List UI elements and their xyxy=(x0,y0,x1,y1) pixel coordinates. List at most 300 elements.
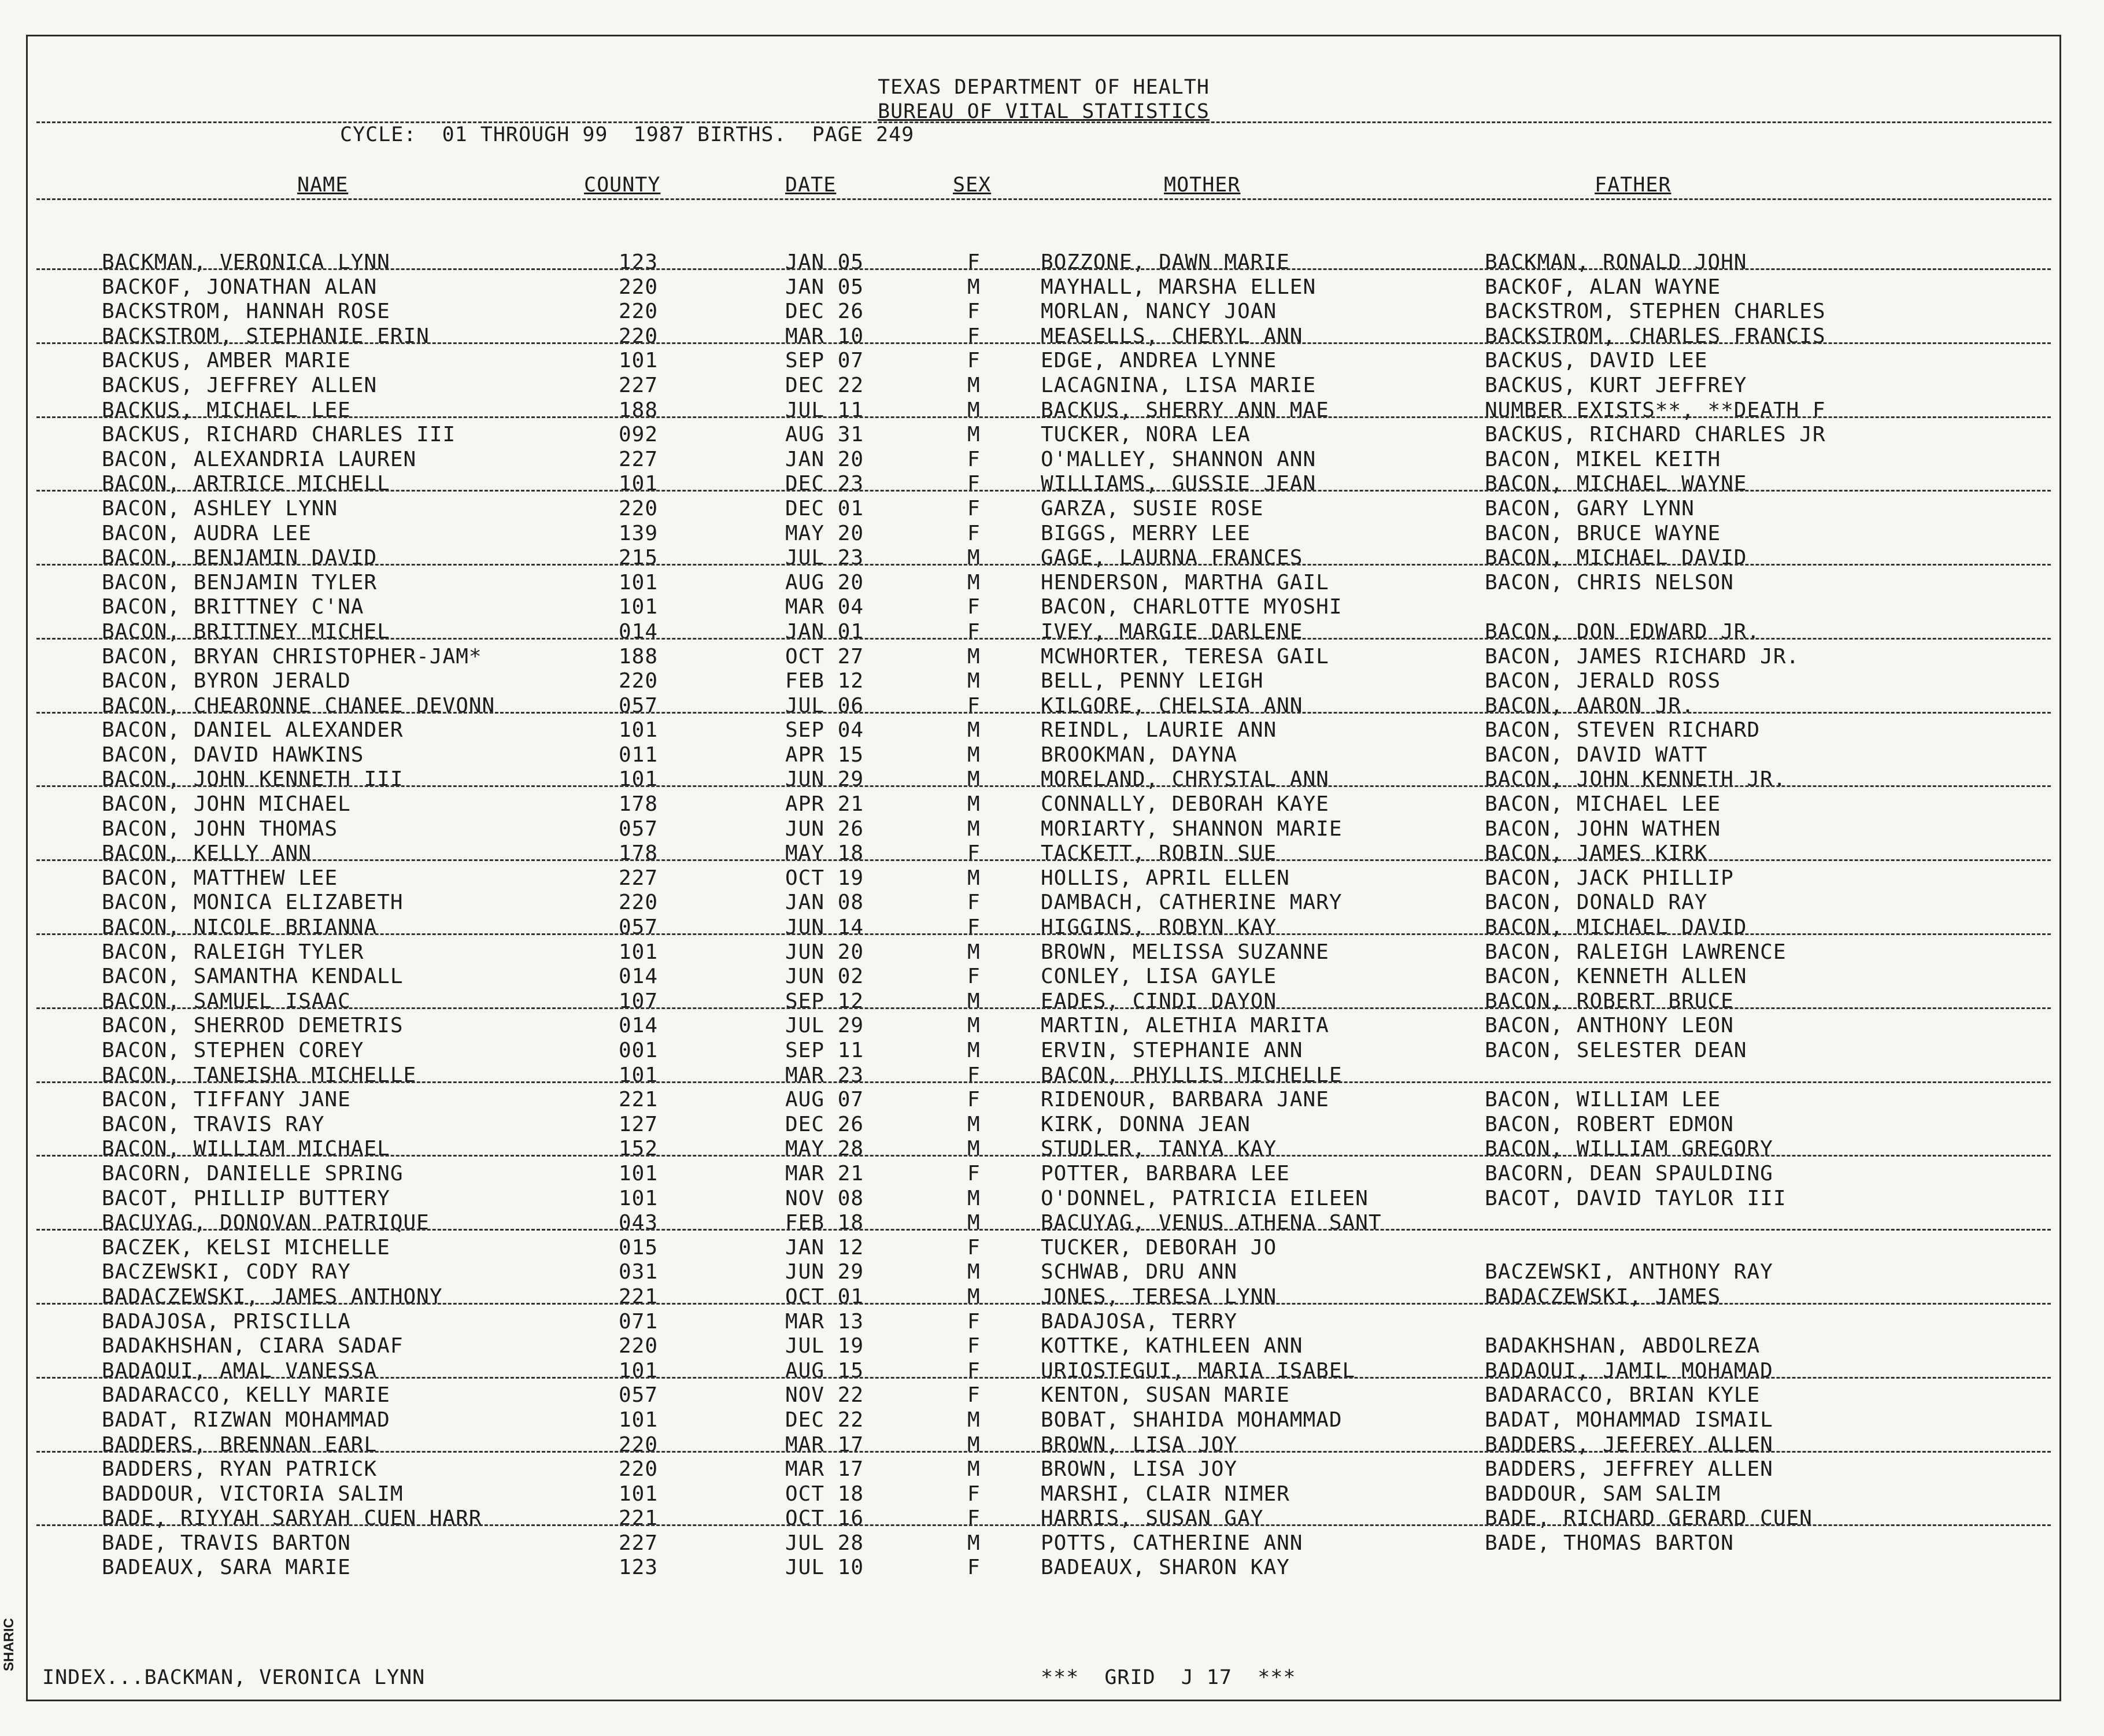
record-date: DEC 01 xyxy=(785,496,864,520)
record-name: BACON, BRITTNEY C'NA xyxy=(102,595,364,619)
record-name: BADDOUR, VICTORIA SALIM xyxy=(102,1482,404,1506)
record-county: 227 xyxy=(619,373,659,397)
record-county: 101 xyxy=(619,1186,659,1210)
record-sex: F xyxy=(967,1334,981,1358)
record-father: BADARACCO, BRIAN KYLE xyxy=(1485,1383,1761,1408)
record-county: 220 xyxy=(619,1432,659,1457)
header-subtitle: BUREAU OF VITAL STATISTICS xyxy=(878,100,1210,123)
record-row xyxy=(28,620,2059,645)
record-county: 227 xyxy=(619,1531,659,1555)
record-father: BACON, DON EDWARD JR. xyxy=(1485,619,1761,644)
record-row xyxy=(28,1556,2059,1580)
record-sex: M xyxy=(967,1014,981,1038)
record-county: 215 xyxy=(619,546,659,570)
record-row xyxy=(28,792,2059,817)
record-sex: M xyxy=(967,423,981,447)
record-row xyxy=(28,1408,2059,1433)
record-name: BACON, SAMUEL ISAAC xyxy=(102,989,351,1013)
record-name: BADARACCO, KELLY MARIE xyxy=(102,1383,390,1408)
record-sex: M xyxy=(967,718,981,743)
record-county: 152 xyxy=(619,1137,659,1161)
record-date: JUL 23 xyxy=(785,546,864,570)
record-sex: F xyxy=(967,349,981,373)
record-name: BACON, CHEARONNE CHANEE DEVONN xyxy=(102,693,496,718)
record-date: DEC 26 xyxy=(785,300,864,324)
record-father: BACON, DAVID WATT xyxy=(1485,743,1708,767)
record-father: BACORN, DEAN SPAULDING xyxy=(1485,1161,1773,1185)
record-row xyxy=(28,1359,2059,1384)
record-father: BACON, MICHAEL DAVID xyxy=(1485,546,1747,570)
record-sex: F xyxy=(967,1482,981,1506)
record-mother: KOTTKE, KATHLEEN ANN xyxy=(1041,1334,1303,1358)
record-row xyxy=(28,448,2059,472)
record-name: BACON, ASHLEY LYNN xyxy=(102,496,338,520)
record-father: BACON, MICHAEL WAYNE xyxy=(1485,472,1747,496)
record-mother: SCHWAB, DRU ANN xyxy=(1041,1260,1238,1284)
record-father: NUMBER EXISTS**, **DEATH F xyxy=(1485,398,1826,422)
record-father: BACON, JAMES KIRK xyxy=(1485,841,1708,866)
record-name: BACON, TRAVIS RAY xyxy=(102,1112,325,1136)
footer-index: INDEX...BACKMAN, VERONICA LYNN xyxy=(42,1666,426,1689)
record-sex: F xyxy=(967,891,981,915)
record-mother: BROOKMAN, DAYNA xyxy=(1041,743,1238,767)
record-county: 107 xyxy=(619,989,659,1013)
record-row xyxy=(28,965,2059,989)
record-father: BACON, JAMES RICHARD JR. xyxy=(1485,644,1800,668)
record-row xyxy=(28,1285,2059,1310)
record-mother: BOBAT, SHAHIDA MOHAMMAD xyxy=(1041,1408,1343,1432)
record-sex: M xyxy=(967,1186,981,1210)
record-name: BACOT, PHILLIP BUTTERY xyxy=(102,1186,390,1210)
record-name: BACON, WILLIAM MICHAEL xyxy=(102,1137,390,1161)
record-date: MAR 04 xyxy=(785,595,864,619)
record-row xyxy=(28,1113,2059,1137)
record-name: BADAKHSHAN, CIARA SADAF xyxy=(102,1334,404,1358)
col-name: NAME xyxy=(297,173,349,197)
record-name: BADAT, RIZWAN MOHAMMAD xyxy=(102,1408,390,1432)
record-date: JUN 02 xyxy=(785,965,864,989)
record-date: MAY 18 xyxy=(785,841,864,866)
record-sex: M xyxy=(967,1260,981,1284)
record-row xyxy=(28,1088,2059,1113)
record-sex: F xyxy=(967,1235,981,1259)
record-mother: BOZZONE, DAWN MARIE xyxy=(1041,250,1290,274)
record-date: SEP 11 xyxy=(785,1039,864,1062)
record-date: JUL 06 xyxy=(785,693,864,718)
record-mother: KENTON, SUSAN MARIE xyxy=(1041,1383,1290,1408)
record-mother: KIRK, DONNA JEAN xyxy=(1041,1112,1251,1136)
record-mother: O'DONNEL, PATRICIA EILEEN xyxy=(1041,1186,1369,1210)
record-row xyxy=(28,694,2059,719)
record-father: BACKUS, KURT JEFFREY xyxy=(1485,373,1747,397)
record-row xyxy=(28,841,2059,866)
record-mother: BACKUS, SHERRY ANN MAE xyxy=(1041,398,1329,422)
records-list xyxy=(28,250,2059,1580)
record-date: OCT 01 xyxy=(785,1284,864,1309)
record-county: 101 xyxy=(619,1358,659,1383)
record-sex: M xyxy=(967,940,981,964)
record-row xyxy=(28,1137,2059,1162)
record-name: BACON, MONICA ELIZABETH xyxy=(102,891,404,915)
record-mother: CONNALLY, DEBORAH KAYE xyxy=(1041,792,1329,817)
record-sex: M xyxy=(967,669,981,693)
record-date: MAR 10 xyxy=(785,324,864,348)
record-father: BADAKHSHAN, ABDOLREZA xyxy=(1485,1334,1761,1358)
record-name: BADAJOSA, PRISCILLA xyxy=(102,1309,351,1334)
record-date: OCT 16 xyxy=(785,1506,864,1531)
record-mother: MAYHALL, MARSHA ELLEN xyxy=(1041,275,1317,299)
record-sex: F xyxy=(967,1309,981,1334)
record-sex: F xyxy=(967,841,981,866)
record-father: BACKSTROM, CHARLES FRANCIS xyxy=(1485,324,1826,348)
record-mother: REINDL, LAURIE ANN xyxy=(1041,718,1277,743)
record-date: JUN 20 xyxy=(785,940,864,964)
record-date: MAR 17 xyxy=(785,1457,864,1482)
record-row xyxy=(28,669,2059,694)
record-sex: M xyxy=(967,398,981,422)
record-row xyxy=(28,522,2059,546)
record-name: BACON, NICOLE BRIANNA xyxy=(102,915,378,940)
record-row xyxy=(28,497,2059,522)
record-row xyxy=(28,1310,2059,1335)
record-row xyxy=(28,1162,2059,1187)
col-county: COUNTY xyxy=(584,173,661,197)
record-county: 101 xyxy=(619,570,659,594)
record-row xyxy=(28,1433,2059,1458)
record-county: 101 xyxy=(619,1482,659,1506)
record-county: 220 xyxy=(619,496,659,520)
record-row xyxy=(28,275,2059,300)
record-name: BACON, DAVID HAWKINS xyxy=(102,743,364,767)
record-mother: HOLLIS, APRIL ELLEN xyxy=(1041,866,1290,890)
record-county: 001 xyxy=(619,1039,659,1062)
record-mother: WILLIAMS, GUSSIE JEAN xyxy=(1041,472,1317,496)
record-sex: F xyxy=(967,693,981,718)
record-mother: MORIARTY, SHANNON MARIE xyxy=(1041,817,1343,841)
record-sex: F xyxy=(967,496,981,520)
record-row xyxy=(28,472,2059,497)
record-mother: GARZA, SUSIE ROSE xyxy=(1041,496,1264,520)
record-date: DEC 22 xyxy=(785,373,864,397)
record-name: BACKUS, RICHARD CHARLES III xyxy=(102,423,456,447)
record-row xyxy=(28,767,2059,792)
col-father: FATHER xyxy=(1595,173,1672,197)
record-row xyxy=(28,423,2059,448)
record-row xyxy=(28,1334,2059,1359)
record-county: 057 xyxy=(619,693,659,718)
record-name: BACON, TIFFANY JANE xyxy=(102,1088,351,1112)
record-mother: BROWN, MELISSA SUZANNE xyxy=(1041,940,1329,964)
record-date: JAN 20 xyxy=(785,447,864,471)
record-mother: CONLEY, LISA GAYLE xyxy=(1041,965,1277,989)
record-sex: F xyxy=(967,915,981,940)
record-date: JUN 29 xyxy=(785,1260,864,1284)
record-date: JAN 01 xyxy=(785,619,864,644)
record-father: BACKOF, ALAN WAYNE xyxy=(1485,275,1721,299)
record-mother: TUCKER, DEBORAH JO xyxy=(1041,1235,1277,1259)
cycle-line: CYCLE: 01 THROUGH 99 1987 BIRTHS. PAGE 249 xyxy=(340,123,915,146)
record-father: BACKSTROM, STEPHEN CHARLES xyxy=(1485,300,1826,324)
record-sex: M xyxy=(967,792,981,817)
record-county: 220 xyxy=(619,669,659,693)
record-date: SEP 04 xyxy=(785,718,864,743)
side-label: SHARIC xyxy=(1,1617,17,1671)
record-mother: BACUYAG, VENUS ATHENA SANT xyxy=(1041,1211,1382,1235)
record-name: BADDERS, BRENNAN EARL xyxy=(102,1432,378,1457)
record-name: BACON, BRITTNEY MICHEL xyxy=(102,619,390,644)
record-mother: RIDENOUR, BARBARA JANE xyxy=(1041,1088,1329,1112)
record-sex: M xyxy=(967,866,981,890)
record-sex: F xyxy=(967,1161,981,1185)
record-row xyxy=(28,1211,2059,1236)
record-name: BADE, TRAVIS BARTON xyxy=(102,1531,351,1555)
record-mother: BADAJOSA, TERRY xyxy=(1041,1309,1238,1334)
record-name: BACKSTROM, HANNAH ROSE xyxy=(102,300,390,324)
record-county: 221 xyxy=(619,1088,659,1112)
record-mother: POTTS, CATHERINE ANN xyxy=(1041,1531,1303,1555)
record-row xyxy=(28,595,2059,620)
record-sex: F xyxy=(967,619,981,644)
record-county: 043 xyxy=(619,1211,659,1235)
record-county: 057 xyxy=(619,915,659,940)
record-name: BADACZEWSKI, JAMES ANTHONY xyxy=(102,1284,443,1309)
record-name: BACON, BYRON JERALD xyxy=(102,669,351,693)
record-row xyxy=(28,989,2059,1014)
record-date: JUL 19 xyxy=(785,1334,864,1358)
record-sex: F xyxy=(967,1383,981,1408)
record-row xyxy=(28,349,2059,374)
record-name: BACKUS, JEFFREY ALLEN xyxy=(102,373,378,397)
record-date: JAN 08 xyxy=(785,891,864,915)
record-father: BACON, DONALD RAY xyxy=(1485,891,1708,915)
record-date: MAR 21 xyxy=(785,1161,864,1185)
record-sex: M xyxy=(967,1112,981,1136)
record-date: JUN 26 xyxy=(785,817,864,841)
record-father: BADDOUR, SAM SALIM xyxy=(1485,1482,1721,1506)
record-mother: MORELAND, CHRYSTAL ANN xyxy=(1041,767,1329,792)
record-mother: HIGGINS, ROBYN KAY xyxy=(1041,915,1277,940)
record-name: BADEAUX, SARA MARIE xyxy=(102,1556,351,1580)
record-name: BACON, MATTHEW LEE xyxy=(102,866,338,890)
record-row xyxy=(28,817,2059,842)
record-name: BACKUS, MICHAEL LEE xyxy=(102,398,351,422)
record-sex: M xyxy=(967,1408,981,1432)
record-name: BACON, RALEIGH TYLER xyxy=(102,940,364,964)
record-mother: BACON, PHYLLIS MICHELLE xyxy=(1041,1063,1343,1087)
record-sex: M xyxy=(967,644,981,668)
record-county: 178 xyxy=(619,792,659,817)
record-sex: F xyxy=(967,1556,981,1580)
record-name: BACON, JOHN MICHAEL xyxy=(102,792,351,817)
record-father: BACON, MICHAEL DAVID xyxy=(1485,915,1747,940)
record-name: BACZEWSKI, CODY RAY xyxy=(102,1260,351,1284)
record-sex: M xyxy=(967,1284,981,1309)
record-date: DEC 23 xyxy=(785,472,864,496)
record-row xyxy=(28,1531,2059,1556)
col-date: DATE xyxy=(785,173,837,197)
record-row xyxy=(28,1482,2059,1507)
record-county: 101 xyxy=(619,1161,659,1185)
record-sex: M xyxy=(967,1531,981,1555)
record-date: MAR 23 xyxy=(785,1063,864,1087)
record-father: BACON, KENNETH ALLEN xyxy=(1485,965,1747,989)
record-name: BACON, STEPHEN COREY xyxy=(102,1039,364,1062)
record-mother: MEASELLS, CHERYL ANN xyxy=(1041,324,1303,348)
record-date: AUG 20 xyxy=(785,570,864,594)
record-sex: M xyxy=(967,1211,981,1235)
record-father: BACZEWSKI, ANTHONY RAY xyxy=(1485,1260,1773,1284)
record-county: 092 xyxy=(619,423,659,447)
record-date: JUL 10 xyxy=(785,1556,864,1580)
record-county: 101 xyxy=(619,718,659,743)
record-mother: TUCKER, NORA LEA xyxy=(1041,423,1251,447)
record-date: SEP 07 xyxy=(785,349,864,373)
record-name: BACON, JOHN KENNETH III xyxy=(102,767,404,792)
record-date: MAY 28 xyxy=(785,1137,864,1161)
report-frame xyxy=(26,35,2061,1701)
record-father: BACON, WILLIAM GREGORY xyxy=(1485,1137,1773,1161)
record-sex: M xyxy=(967,767,981,792)
record-row xyxy=(28,1457,2059,1482)
record-name: BACON, KELLY ANN xyxy=(102,841,312,866)
record-county: 220 xyxy=(619,300,659,324)
record-row xyxy=(28,1039,2059,1063)
record-name: BACON, ARTRICE MICHELL xyxy=(102,472,390,496)
record-county: 188 xyxy=(619,644,659,668)
record-row xyxy=(28,300,2059,324)
record-date: FEB 12 xyxy=(785,669,864,693)
record-date: AUG 15 xyxy=(785,1358,864,1383)
record-row xyxy=(28,1383,2059,1408)
record-date: MAY 20 xyxy=(785,521,864,545)
record-father: BACON, MIKEL KEITH xyxy=(1485,447,1721,471)
record-sex: F xyxy=(967,1088,981,1112)
record-county: 123 xyxy=(619,250,659,274)
record-sex: M xyxy=(967,989,981,1013)
record-county: 014 xyxy=(619,1014,659,1038)
record-date: OCT 27 xyxy=(785,644,864,668)
record-row xyxy=(28,546,2059,571)
record-sex: M xyxy=(967,817,981,841)
record-mother: ERVIN, STEPHANIE ANN xyxy=(1041,1039,1303,1062)
record-date: JAN 12 xyxy=(785,1235,864,1259)
record-mother: HARRIS, SUSAN GAY xyxy=(1041,1506,1264,1531)
record-sex: M xyxy=(967,1457,981,1482)
record-father: BACON, JACK PHILLIP xyxy=(1485,866,1734,890)
record-row xyxy=(28,250,2059,275)
rule-header xyxy=(36,198,2051,200)
record-father: BADAOUI, JAMIL MOHAMAD xyxy=(1485,1358,1773,1383)
record-name: BADAOUI, AMAL VANESSA xyxy=(102,1358,378,1383)
record-mother: MARTIN, ALETHIA MARITA xyxy=(1041,1014,1329,1038)
record-name: BACON, TANEISHA MICHELLE xyxy=(102,1063,417,1087)
record-father: BADE, RICHARD GERARD CUEN xyxy=(1485,1506,1813,1531)
record-row xyxy=(28,571,2059,596)
record-sex: F xyxy=(967,521,981,545)
record-name: BACON, SHERROD DEMETRIS xyxy=(102,1014,404,1038)
record-name: BACON, DANIEL ALEXANDER xyxy=(102,718,404,743)
record-county: 014 xyxy=(619,965,659,989)
record-father: BACON, BRUCE WAYNE xyxy=(1485,521,1721,545)
record-row xyxy=(28,374,2059,398)
record-row xyxy=(28,1260,2059,1285)
record-date: APR 15 xyxy=(785,743,864,767)
record-date: JUL 11 xyxy=(785,398,864,422)
record-father: BACON, GARY LYNN xyxy=(1485,496,1695,520)
record-county: 101 xyxy=(619,767,659,792)
record-father: BACON, JOHN KENNETH JR. xyxy=(1485,767,1787,792)
record-county: 220 xyxy=(619,1334,659,1358)
record-name: BACZEK, KELSI MICHELLE xyxy=(102,1235,390,1259)
record-county: 101 xyxy=(619,472,659,496)
record-father: BACON, RALEIGH LAWRENCE xyxy=(1485,940,1787,964)
record-father: BADAT, MOHAMMAD ISMAIL xyxy=(1485,1408,1773,1432)
record-county: 139 xyxy=(619,521,659,545)
record-name: BACUYAG, DONOVAN PATRIQUE xyxy=(102,1211,430,1235)
record-county: 221 xyxy=(619,1284,659,1309)
record-sex: F xyxy=(967,1063,981,1087)
record-mother: MORLAN, NANCY JOAN xyxy=(1041,300,1277,324)
record-father: BACON, WILLIAM LEE xyxy=(1485,1088,1721,1112)
record-date: MAR 13 xyxy=(785,1309,864,1334)
footer-grid: *** GRID J 17 *** xyxy=(1041,1666,1296,1689)
record-mother: MCWHORTER, TERESA GAIL xyxy=(1041,644,1329,668)
record-county: 057 xyxy=(619,817,659,841)
record-row xyxy=(28,1506,2059,1531)
record-sex: F xyxy=(967,250,981,274)
record-county: 220 xyxy=(619,1457,659,1482)
record-date: OCT 19 xyxy=(785,866,864,890)
record-row xyxy=(28,1236,2059,1261)
record-mother: BIGGS, MERRY LEE xyxy=(1041,521,1251,545)
record-mother: TACKETT, ROBIN SUE xyxy=(1041,841,1277,866)
record-sex: M xyxy=(967,373,981,397)
record-county: 057 xyxy=(619,1383,659,1408)
record-date: FEB 18 xyxy=(785,1211,864,1235)
record-sex: F xyxy=(967,1506,981,1531)
record-name: BACON, BENJAMIN DAVID xyxy=(102,546,378,570)
record-county: 221 xyxy=(619,1506,659,1531)
record-sex: M xyxy=(967,1432,981,1457)
record-row xyxy=(28,718,2059,743)
record-name: BACORN, DANIELLE SPRING xyxy=(102,1161,404,1185)
record-date: APR 21 xyxy=(785,792,864,817)
record-sex: M xyxy=(967,275,981,299)
record-county: 227 xyxy=(619,447,659,471)
record-sex: M xyxy=(967,570,981,594)
record-date: NOV 22 xyxy=(785,1383,864,1408)
record-row xyxy=(28,645,2059,670)
record-date: DEC 22 xyxy=(785,1408,864,1432)
record-date: OCT 18 xyxy=(785,1482,864,1506)
record-county: 014 xyxy=(619,619,659,644)
col-sex: SEX xyxy=(953,173,992,197)
record-mother: KILGORE, CHELSIA ANN xyxy=(1041,693,1303,718)
record-county: 178 xyxy=(619,841,659,866)
record-county: 015 xyxy=(619,1235,659,1259)
record-county: 101 xyxy=(619,1063,659,1087)
record-row xyxy=(28,891,2059,915)
record-father: BACON, AARON JR. xyxy=(1485,693,1695,718)
record-mother: MARSHI, CLAIR NIMER xyxy=(1041,1482,1290,1506)
record-county: 127 xyxy=(619,1112,659,1136)
record-county: 101 xyxy=(619,349,659,373)
record-date: JAN 05 xyxy=(785,275,864,299)
record-father: BADDERS, JEFFREY ALLEN xyxy=(1485,1457,1773,1482)
record-name: BACON, ALEXANDRIA LAUREN xyxy=(102,447,417,471)
record-county: 188 xyxy=(619,398,659,422)
record-sex: M xyxy=(967,546,981,570)
